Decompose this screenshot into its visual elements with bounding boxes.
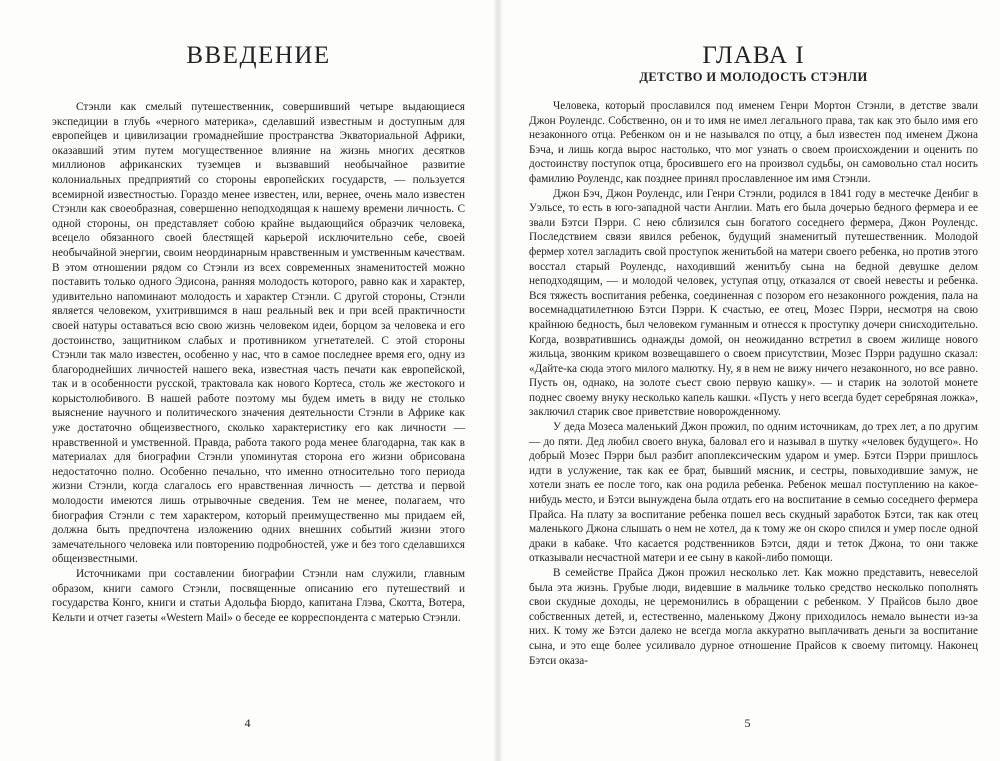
chapter-subtitle: ДЕТСТВО И МОЛОДОСТЬ СТЭНЛИ: [639, 70, 868, 84]
chapter-paragraph-1: Человека, который прославился под именем Генри Мортон Стэнли, в детстве звали Джон Роулендс. Собственно, он и то имя не имел легального права, так как это было имя его незаконного отца. Ребенком он и не назывался по отцу, а был известен под именем Джона Бэча, и лишь когда вырос настолько, что мог узнать о своем происхождении и оценить по достоинству поступок отца, бросившего его на произвол судьбы, он самовольно стал носить фамилию Роулендс, как позднее принял прославленное им имя Стэнли.: [529, 100, 978, 185]
chapter-paragraph-3: У деда Мозеса маленький Джон прожил, по одним источникам, до трех лет, а по другим — до пяти. Дед любил своего внука, баловал его и называл в шутку «человек будущего». Но добрый Мозес Пэрри был разбит апоплексическим ударом и умер. Бэтси Пэрри пришлось идти в услужение, так как ее брат, бывший мясник, и сестры, повыходившие замуж, не хотели знать ее после того, как она родила ребенка. Ребенок мешал поступлению на какое-нибудь место, и Бэтси вынуждена была отдать его на воспитание в семью соседнего фермера Прайса. На плату за воспитание ребенка пошел весь скудный заработок Бэтси, так как отец маленького Джона слышать о нем не хотел, да к тому же он скоро спился и умер после одной драки в кабаке. Что касается родственников Бэтси, дяди и теток Джона, то они также отказывали несчастной матери и ее сыну в какой-либо помощи.: [529, 421, 978, 565]
chapter-paragraph-2: Джон Бэч, Джон Роулендс, или Генри Стэнли, родился в 1841 году в местечке Денбиг в Уэльсе, то есть в юго-западной части Англии. Мать его была дочерью бедного фермера и ее звали Бэтси Пэрри. С нею сблизился сын богатого соседнего фермера, Джон Роулендс. Последствием связи явился ребенок, будущий знаменитый путешественник. Молодой фермер хотел загладить свой проступок женитьбой на матери своего ребенка, но против этого восстал старый Роулендс, находивший женитьбу сына на бедной девушке делом неподходящим, — и молодой человек, уступая отцу, отказался от своей невесты и ребенка. Вся тяжесть воспитания ребенка, соединенная с позором его незаконного рождения, пала на восемнадцатилетнюю Бэтси Пэрри. К счастью, ее отец, Мозес Пэрри, несмотря на свою крайнюю бедность, был человеком гуманным и отнесся к проступку дочери снисходительно. Когда, возвратившись однажды домой, он неожиданно встретил в своем жилище нового жильца, звонким криком возвещавшего о своем присутствии, Мозес Пэрри радушно сказал: «Дайте-ка сюда этого милого малютку. Ну, я в нем не вижу ничего незаконного, но все равно. Пусть он, однако, на золоте съест свою первую кашку». — и старик на золотой монете поднес своему внуку несколько капель кашки. «Пусть у него всегда будет серебряная ложка», заключил старик свое приветствие новорожденному.: [529, 187, 978, 419]
chapter-paragraph-4: В семействе Прайса Джон прожил несколько лет. Как можно представить, невеселой была эта жизнь. Грубые люди, видевшие в мальчике только средство несколько пополнять свои скудные доходы, не церемонились в обращении с ребенком. У Прайсов было двое собственных детей, и, естественно, маленькому Джону приходилось немало вынести из-за них. К тому же Бэтси далеко не всегда могла аккуратно выплачивать деньги за воспитание сына, и это еще более усиливало дурное отношение Прайсов к своему питомцу. Наконец Бэтси оказа-: [529, 567, 978, 667]
chapter-title: ГЛАВА I: [702, 42, 805, 69]
right-page: [495, 0, 1000, 761]
intro-paragraph-2: Источниками при составлении биографии Стэнли нам служили, главным образом, книги самого Стэнли, посвященные описанию его путешествий и государства Конго, книги и статьи Адольфа Бюрдо, капитана Глэва, Скотта, Вотера, Кельти и отчет газеты «Western Mail» о беседе ее корреспондента с матерью Стэнли.: [52, 568, 465, 624]
left-page: [0, 0, 495, 761]
page-number-left: 4: [244, 716, 251, 730]
intro-title: ВВЕДЕНИЕ: [186, 42, 331, 69]
intro-paragraph-1: Стэнли как смелый путешественник, совершивший четыре выдающиеся экспедиции в глубь «черного материка», сделавший известным и доступным для европейцев и цивилизации громаднейшие пространства Экваториальной Африки, оказавший этим путем могущественное влияние на жизнь многих десятков миллионов африканских туземцев и вызвавший необычайное развитие колониальных предприятий со стороны европейских государств, — пользуется всемирной известностью. Гораздо менее известен, или, вернее, очень мало известен Стэнли как своеобразная, совершенно неподходящая к нашему времени личность. С одной стороны, он представляет собою крайне выдающийся образчик человека, всецело обязанного своей блестящей карьерой исключительно себе, своей необычайной энергии, своим неординарным нравственным и умственным качествам. В этом отношении рядом со Стэнли из всех современных знаменитостей можно поставить только одного Эдисона, ранняя молодость которого, равно как и характер, удивительно напоминают молодость и характер Стэнли. С другой стороны, Стэнли является человеком, ухитрившимся в наш реальный век и при всей практичности своей натуры оставаться всю свою жизнь человеком идеи, борцом за человека и его достоинство, защитником слабых и противником угнетателей. С этой стороны Стэнли так мало известен, особенно у нас, что в самое последнее время его, одну из благороднейших личностей нашего века, известная часть печати как европейской, так и в особенности русской, трактовала как нового Кортеса, столь же жестокого и корыстолюбивого. В нашей работе поэтому мы будем иметь в виду не столько выяснение научного и политического значения деятельности Стэнли в Африке как уже достаточно общеизвестного, сколько характеристику его как личности — нравственной и умственной. Правда, работа такого рода менее благодарна, так как в материалах для биографии Стэнли упоминутая сторона его жизни обрисована недостаточно полно. Особенно печально, что именно относительно того периода жизни Стэнли, когда слагалось его нравственная личность — детства и первой молодости имеются лишь отрывочные сведения. Тем не менее, полагаем, что биография Стэнли с тем характером, который преимущественно мы придаем ей, должна быть предпочтена изложению одних внешних событий жизни этого замечательного человека или повторению подробностей, уже и без того сделавшихся общеизвестными.: [52, 101, 465, 566]
page-number-right: 5: [744, 716, 751, 730]
